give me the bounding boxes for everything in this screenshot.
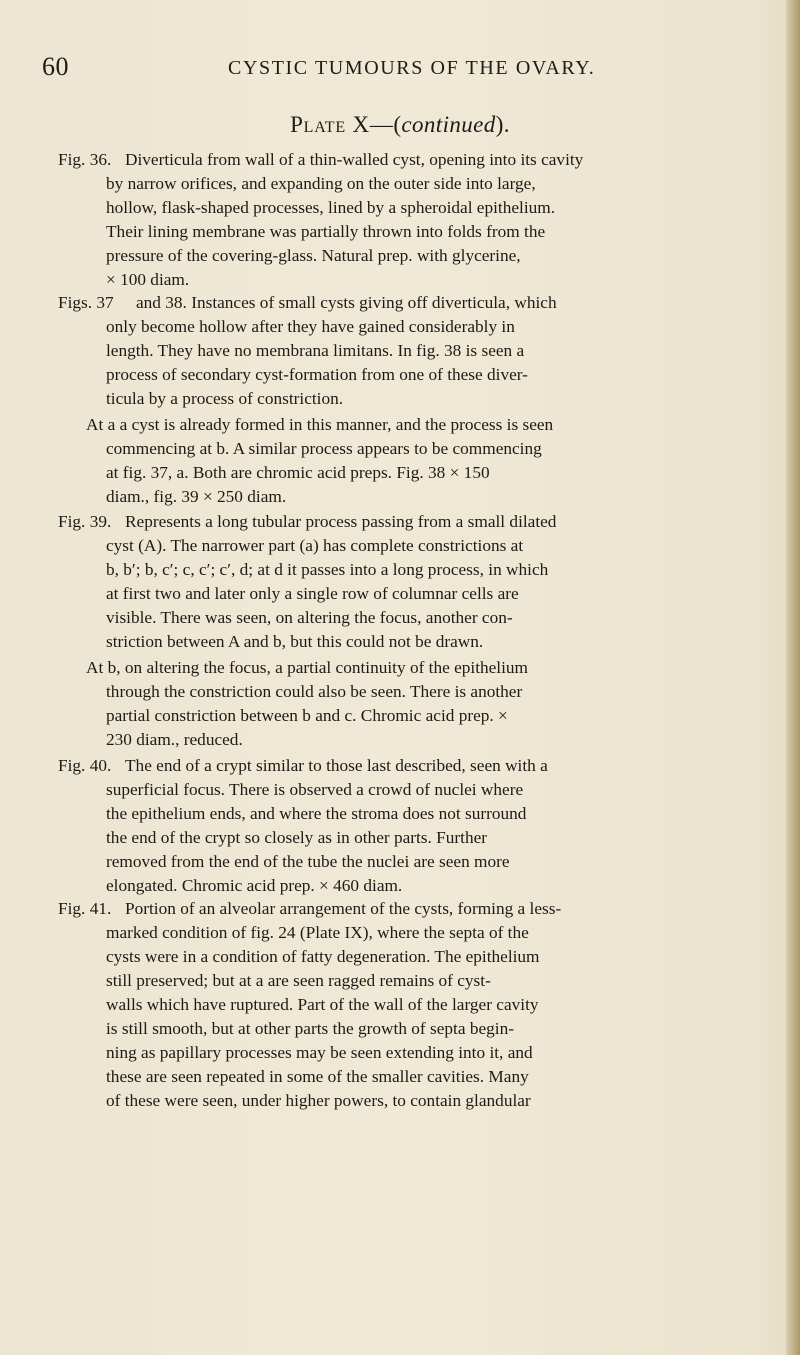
entry-text-line: marked condition of fig. 24 (Plate IX), where the septa of the [106,923,529,942]
entry-text-line: the epithelium ends, and where the stroma does not surround [106,804,527,823]
entry-text-line: of these were seen, under higher powers, to contain glandular [106,1091,531,1110]
entry-text-line: these are seen repeated in some of the smaller cavities. Many [106,1067,529,1086]
figure-label: Figs. 37 [58,293,114,312]
entry-text-line: The end of a crypt similar to those last described, seen with a [125,756,548,775]
entry-text-line: At b, on altering the focus, a partial continuity of the epithelium [86,658,528,677]
entry-text-line: cysts were in a condition of fatty degeneration. The epithelium [106,947,540,966]
entry-text-line: striction between A and b, but this could not be drawn. [106,632,484,651]
entry-text-line: only become hollow after they have gained considerably in [106,317,515,336]
entry-text-line: at fig. 37, a. Both are chromic acid preps. Fig. 38 × 150 [106,463,490,482]
entry-text-line: superficial focus. There is observed a crowd of nuclei where [106,780,524,799]
entry-text-line: ticula by a process of constriction. [106,389,344,408]
entry-text-line: Portion of an alveolar arrangement of the cysts, forming a less- [125,899,562,918]
plate-title-continued: continued [401,112,496,137]
plate-title-end: ). [495,112,510,137]
plate-title-sep: —( [369,112,402,137]
entry-text-line: b, b′; b, c′; c, c′; c′, d; at d it passes into a long process, in which [106,560,549,579]
entry-text-line: Diverticula from wall of a thin-walled cyst, opening into its cavity [125,150,584,169]
entry-text-line: elongated. Chromic acid prep. × 460 diam. [106,876,403,895]
entry-text-line: walls which have ruptured. Part of the wall of the larger cavity [106,995,539,1014]
entry-text-line: visible. There was seen, on altering the focus, another con- [106,608,513,627]
figure-label: Fig. 40. [58,756,112,775]
entry-text-line: by narrow orifices, and expanding on the outer side into large, [106,174,536,193]
entry-text-line: diam., fig. 39 × 250 diam. [106,487,287,506]
plate-title-main: Plate X [290,112,370,137]
page-number: 60 [42,52,69,81]
entry-text-line: hollow, flask-shaped processes, lined by a spheroidal epithelium. [106,198,556,217]
page-edge [786,0,800,1355]
figure-label: Fig. 39. [58,512,112,531]
running-head: CYSTIC TUMOURS OF THE OVARY. [228,57,596,79]
figure-label: Fig. 41. [58,899,112,918]
entry-text-line: removed from the end of the tube the nuclei are seen more [106,852,510,871]
entry-text-line: ning as papillary processes may be seen extending into it, and [106,1043,533,1062]
entry-text-line: process of secondary cyst-formation from one of these diver- [106,365,528,384]
entry-text-line: the end of the crypt so closely as in other parts. Further [106,828,488,847]
entry-text-line: cyst (A). The narrower part (a) has complete constrictions at [106,536,524,555]
entry-text-line: at first two and later only a single row of columnar cells are [106,584,519,603]
entry-text-line: pressure of the covering-glass. Natural prep. with glycerine, [106,246,521,265]
entry-text-line: is still smooth, but at other parts the growth of septa begin- [106,1019,514,1038]
entry-text-line: length. They have no membrana limitans. In fig. 38 is seen a [106,341,525,360]
entry-text-line: Represents a long tubular process passing from a small dilated [125,512,557,531]
entry-text-line: Their lining membrane was partially thrown into folds from the [106,222,546,241]
plate-title [0,112,800,138]
entry-text-line: and 38. Instances of small cysts giving off diverticula, which [136,293,557,312]
figure-label: Fig. 36. [58,150,112,169]
entry-text-line: × 100 diam. [106,270,190,289]
entry-text-line: commencing at b. A similar process appears to be commencing [106,439,542,458]
entry-text-line: At a a cyst is already formed in this manner, and the process is seen [86,415,554,434]
page-header [0,52,800,82]
entry-text-line: still preserved; but at a are seen ragged remains of cyst- [106,971,491,990]
entry-text-line: 230 diam., reduced. [106,730,243,749]
entry-text-line: partial constriction between b and c. Chromic acid prep. × [106,706,508,725]
entry-text-line: through the constriction could also be seen. There is another [106,682,523,701]
